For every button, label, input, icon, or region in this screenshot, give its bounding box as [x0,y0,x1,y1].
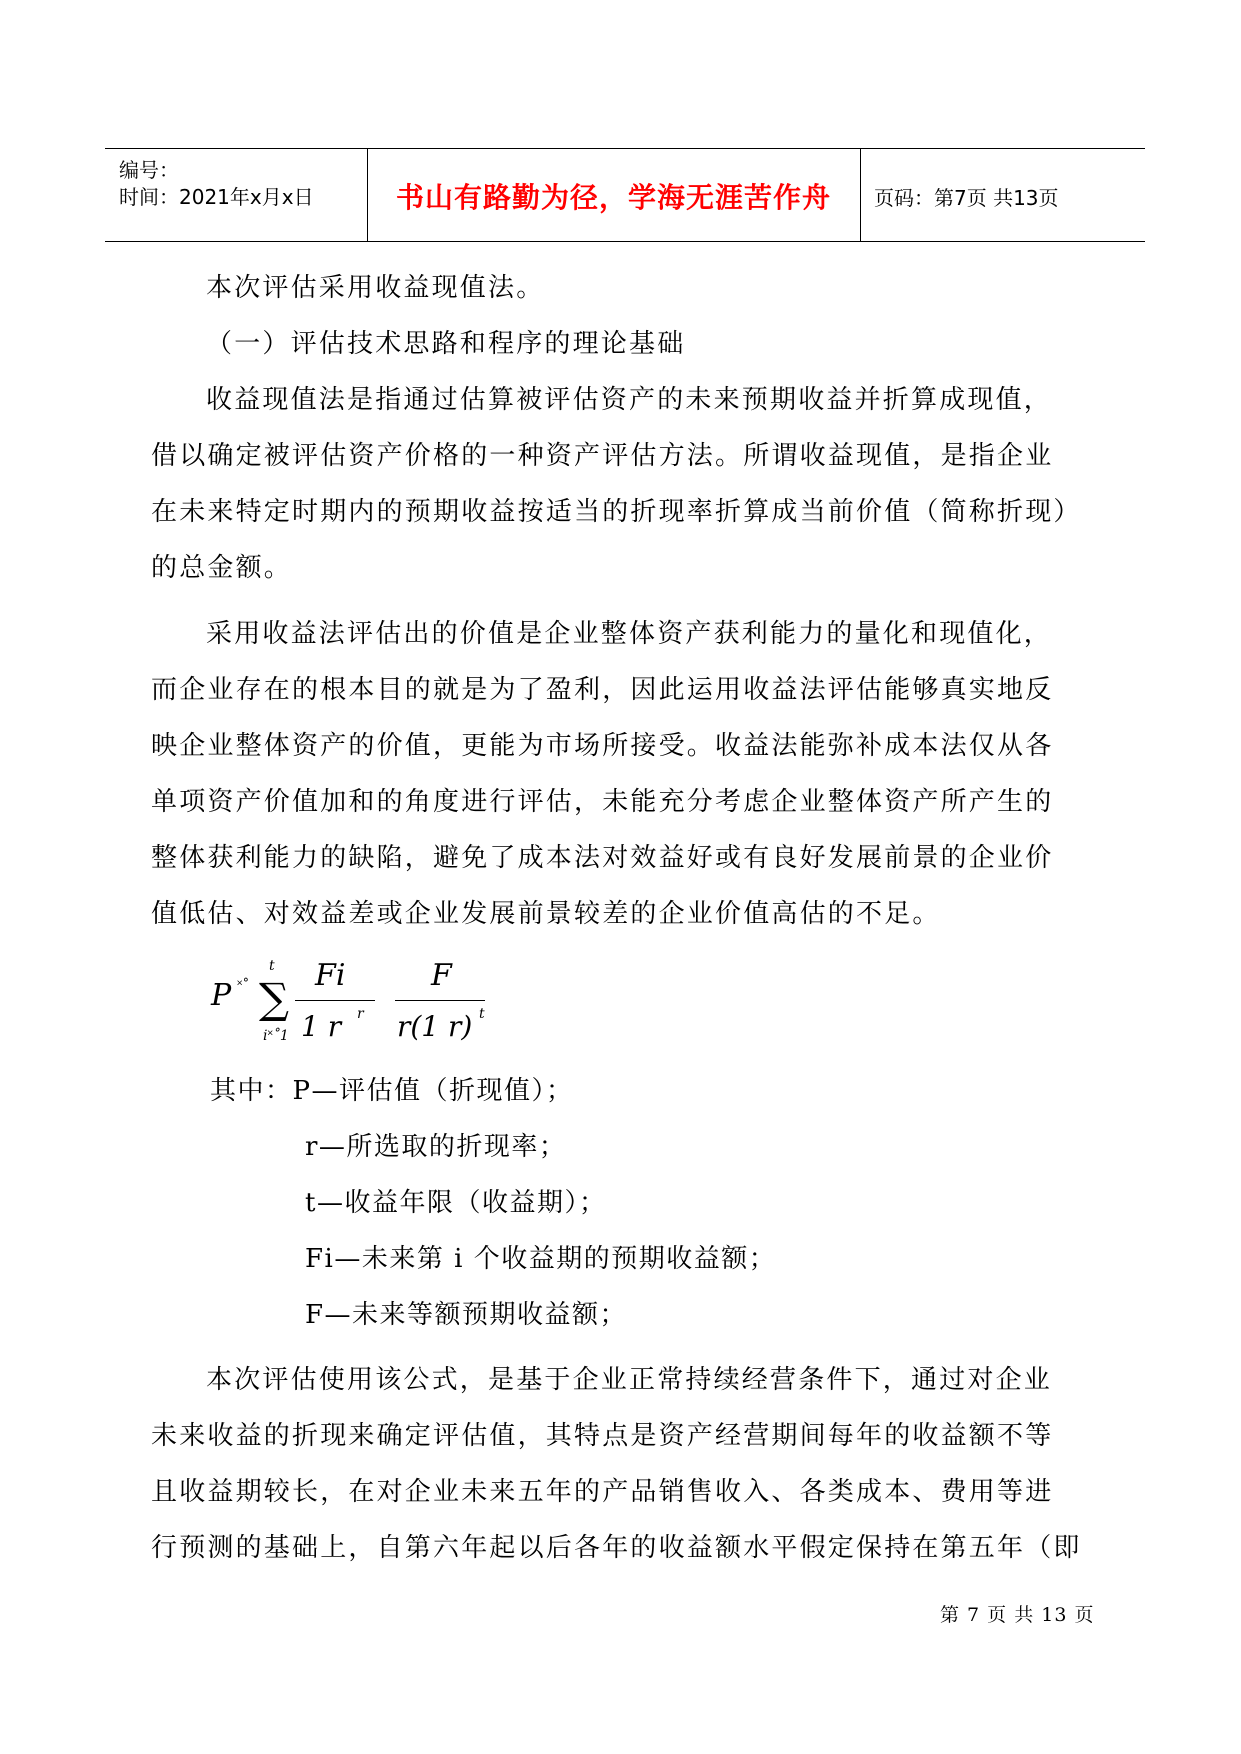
definition-item: Fi—未来第 i 个收益期的预期收益额； [305,1244,777,1274]
paragraph-method: 本次评估采用收益现值法。 [206,273,545,303]
formula-equals: ˟˚ [237,978,250,994]
formula-lower-limit: i˟˚1 [263,1028,289,1044]
paragraph-line: 整体获利能力的缺陷，避免了成本法对效益好或有良好发展前景的企业价 [151,843,1054,873]
definition-item: F—未来等额预期收益额； [305,1300,628,1330]
paragraph-line: 且收益期较长，在对企业未来五年的产品销售收入、各类成本、费用等进 [151,1477,1054,1507]
fraction-bar-2 [395,1000,485,1001]
definitions-intro: 其中：P—评估值（折现值）； [210,1076,574,1106]
paragraph-line: 借以确定被评估资产价格的一种资产评估方法。所谓收益现值，是指企业 [151,441,1054,471]
formula-sigma: ∑ [259,974,289,1023]
formula-denominator-1-exponent: r [357,1006,364,1022]
motto: 书山有路勤为径，学海无涯苦作舟 [395,181,831,214]
paragraph-line: 而企业存在的根本目的就是为了盈利，因此运用收益法评估能够真实地反 [151,675,1054,705]
time-label: 时间：2021年x月x日 [119,185,314,209]
number-label: 编号： [119,158,179,182]
fraction-bar-1 [295,1000,375,1001]
definition-item: r—所选取的折现率； [305,1132,567,1162]
page-info: 页码：第7页 共13页 [874,186,1059,210]
paragraph-line: 收益现值法是指通过估算被评估资产的未来预期收益并折算成现值， [206,385,1053,415]
document-header [105,148,1145,242]
formula-numerator-1: Fi [315,958,346,993]
paragraph-line: 值低估、对效益差或企业发展前景较差的企业价值高估的不足。 [151,899,941,929]
paragraph-line: 采用收益法评估出的价值是企业整体资产获利能力的量化和现值化， [206,619,1053,649]
page-footer: 第 7 页 共 13 页 [940,1604,1095,1626]
header-left-cell [105,149,368,241]
formula-lhs: P [211,978,232,1013]
header-middle-cell [367,149,861,241]
paragraph-line: 的总金额。 [151,553,293,583]
definition-item: t—收益年限（收益期）； [305,1188,607,1218]
paragraph-line: 在未来特定时期内的预期收益按适当的折现率折算成当前价值（简称折现） [151,497,1082,527]
formula-denominator-2: r(1 r) [397,1010,473,1043]
paragraph-line: 单项资产价值加和的角度进行评估，未能充分考虑企业整体资产所产生的 [151,787,1054,817]
header-right-cell [860,149,1145,241]
paragraph-line: 本次评估使用该公式，是基于企业正常持续经营条件下，通过对企业 [206,1365,1053,1395]
present-value-formula [205,960,515,1060]
paragraph-line: 行预测的基础上，自第六年起以后各年的收益额水平假定保持在第五年（即 [151,1533,1082,1563]
paragraph-line: 未来收益的折现来确定评估值，其特点是资产经营期间每年的收益额不等 [151,1421,1054,1451]
formula-denominator-2-exponent: t [479,1006,485,1022]
section-heading: （一）评估技术思路和程序的理论基础 [206,329,686,359]
formula-upper-limit: t [269,958,275,974]
formula-denominator-1: 1 r [301,1010,342,1043]
paragraph-line: 映企业整体资产的价值，更能为市场所接受。收益法能弥补成本法仅从各 [151,731,1054,761]
formula-numerator-2: F [431,958,452,993]
